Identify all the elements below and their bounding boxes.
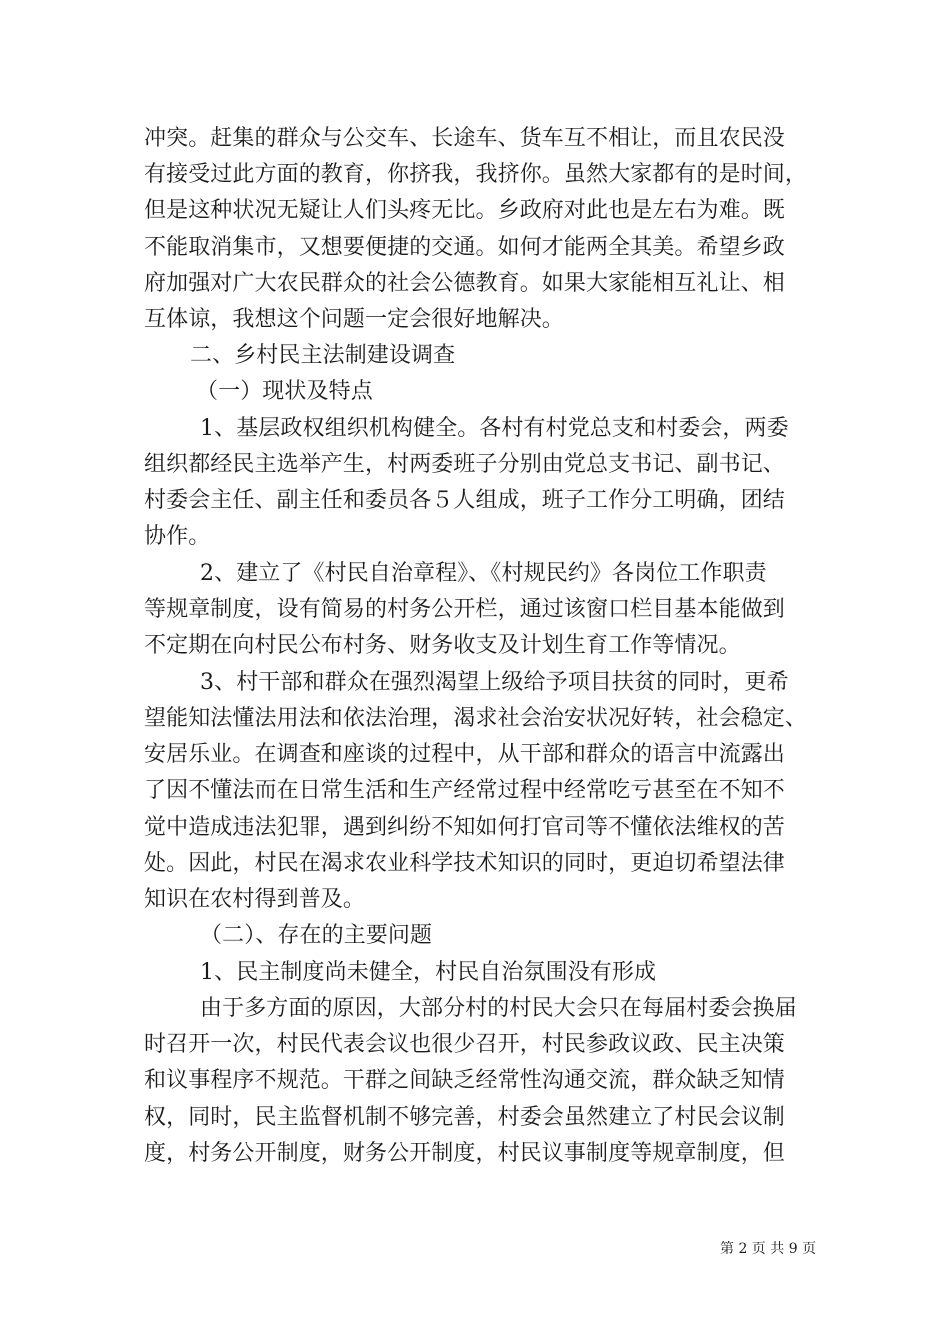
text-line: 由于多方面的原因，大部分村的村民大会只在每届村委会换届 xyxy=(200,996,797,1021)
text-line: 1、基层政权组织机构健全。各村有村党总支和村委会，两委 xyxy=(200,416,789,441)
text-line: 了因不懂法而在日常生活和生产经常过程中经常吃亏甚至在不知不 xyxy=(144,778,785,803)
text-line: 但是这种状况无疑让人们头疼无比。乡政府对此也是左右为难。既 xyxy=(144,198,785,223)
text-line: 知识在农村得到普及。 xyxy=(144,887,366,912)
text-line: 2、建立了《村民自治章程》、《村规民约》各岗位工作职责 xyxy=(200,561,767,586)
text-line: 协作。 xyxy=(144,524,211,549)
text-line: 冲突。赶集的群众与公交车、长途车、货车互不相让，而且农民没 xyxy=(144,126,785,151)
text-line: 互体谅，我想这个问题一定会很好地解决。 xyxy=(144,307,564,332)
text-line: 和议事程序不规范。干群之间缺乏经常性沟通交流，群众缺乏知情 xyxy=(144,1068,785,1093)
text-line: 权，同时，民主监督机制不够完善，村委会虽然建立了村民会议制 xyxy=(144,1105,785,1130)
text-line: 不定期在向村民公布村务、财务收支及计划生育工作等情况。 xyxy=(144,633,741,658)
problem-heading: 1、民主制度尚未健全，村民自治氛围没有形成 xyxy=(200,960,657,985)
text-line: 有接受过此方面的教育，你挤我，我挤你。虽然大家都有的是时间， xyxy=(144,162,808,187)
text-line: 等规章制度，设有简易的村务公开栏，通过该窗口栏目基本能做到 xyxy=(144,597,785,622)
text-line: 村委会主任、副主任和委员各５人组成，班子工作分工明确，团结 xyxy=(144,488,785,513)
text-line: 处。因此，村民在渴求农业科学技术知识的同时，更迫切希望法律 xyxy=(144,851,785,876)
text-line: 组织都经民主选举产生，村两委班子分别由党总支书记、副书记、 xyxy=(144,452,785,477)
section-heading: 二、乡村民主法制建设调查 xyxy=(190,343,456,368)
text-line: 望能知法懂法用法和依法治理，渴求社会治安状况好转，社会稳定、 xyxy=(144,706,808,731)
text-line: 3、村干部和群众在强烈渴望上级给予项目扶贫的同时，更希 xyxy=(200,670,789,695)
text-line: 时召开一次，村民代表会议也很少召开，村民参政议政、民主决策 xyxy=(144,1032,785,1057)
text-line: 安居乐业。在调查和座谈的过程中，从干部和群众的语言中流露出 xyxy=(144,742,785,767)
text-line: 度，村务公开制度，财务公开制度，村民议事制度等规章制度，但 xyxy=(144,1141,785,1166)
subsection-heading: （二）、存在的主要问题 xyxy=(200,923,433,948)
text-line: 府加强对广大农民群众的社会公德教育。如果大家能相互礼让、相 xyxy=(144,271,785,296)
text-line: 觉中造成违法犯罪，遇到纠纷不知如何打官司等不懂依法维权的苦 xyxy=(144,815,785,840)
text-line: 不能取消集市，又想要便捷的交通。如何才能两全其美。希望乡政 xyxy=(144,235,785,260)
subsection-heading: （一）现状及特点 xyxy=(196,379,373,404)
page-number: 第 2 页 共 9 页 xyxy=(720,1241,817,1257)
